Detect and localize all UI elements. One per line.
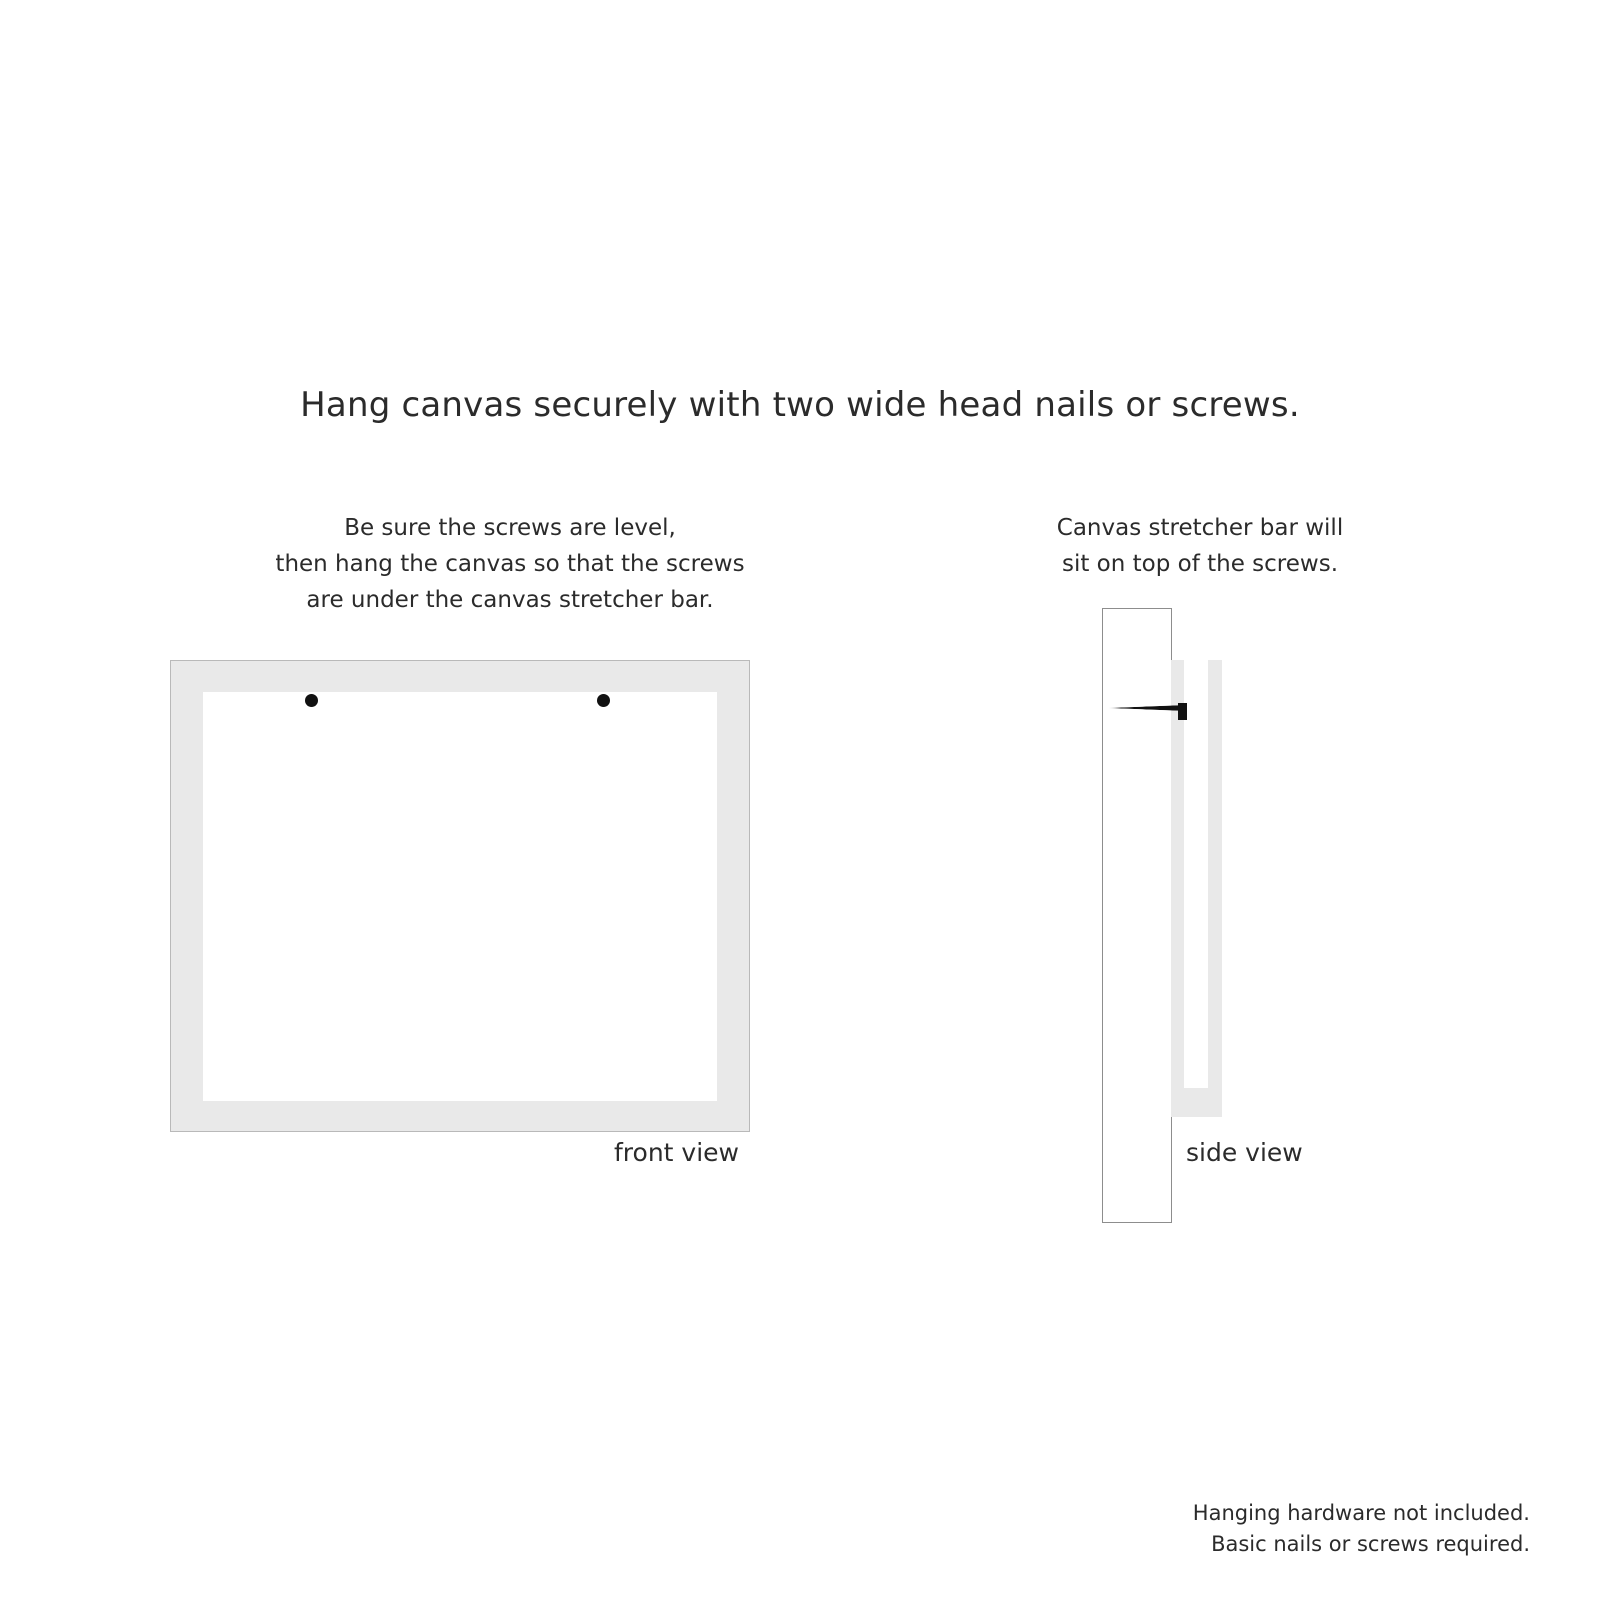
front-view-caption bbox=[120, 510, 900, 618]
wall-cross-section bbox=[1102, 608, 1172, 1223]
screw-head-icon-left bbox=[305, 694, 318, 707]
side-view-label: side view bbox=[1186, 1138, 1303, 1167]
front-view-caption-line-3: are under the canvas stretcher bar. bbox=[306, 587, 714, 613]
footer-note-line-2: Basic nails or screws required. bbox=[1211, 1532, 1530, 1556]
canvas-side-view-inner bbox=[1184, 660, 1208, 1088]
footer-note-line-1: Hanging hardware not included. bbox=[1192, 1501, 1530, 1525]
screw-head-icon-right bbox=[597, 694, 610, 707]
front-view-caption-line-2: then hang the canvas so that the screws bbox=[275, 551, 745, 577]
front-view-caption-line-1: Be sure the screws are level, bbox=[344, 515, 676, 541]
nail-icon-head bbox=[1178, 703, 1187, 720]
side-view-caption bbox=[880, 510, 1520, 582]
front-view-label: front view bbox=[614, 1138, 739, 1167]
footer-note bbox=[1193, 1498, 1530, 1560]
canvas-front-face bbox=[203, 692, 717, 1101]
side-view-caption-line-1: Canvas stretcher bar will bbox=[1056, 515, 1344, 541]
canvas-front-view bbox=[170, 660, 750, 1132]
page-title: Hang canvas securely with two wide head nails or screws. bbox=[300, 385, 1300, 425]
side-view-caption-line-2: sit on top of the screws. bbox=[1061, 551, 1339, 577]
